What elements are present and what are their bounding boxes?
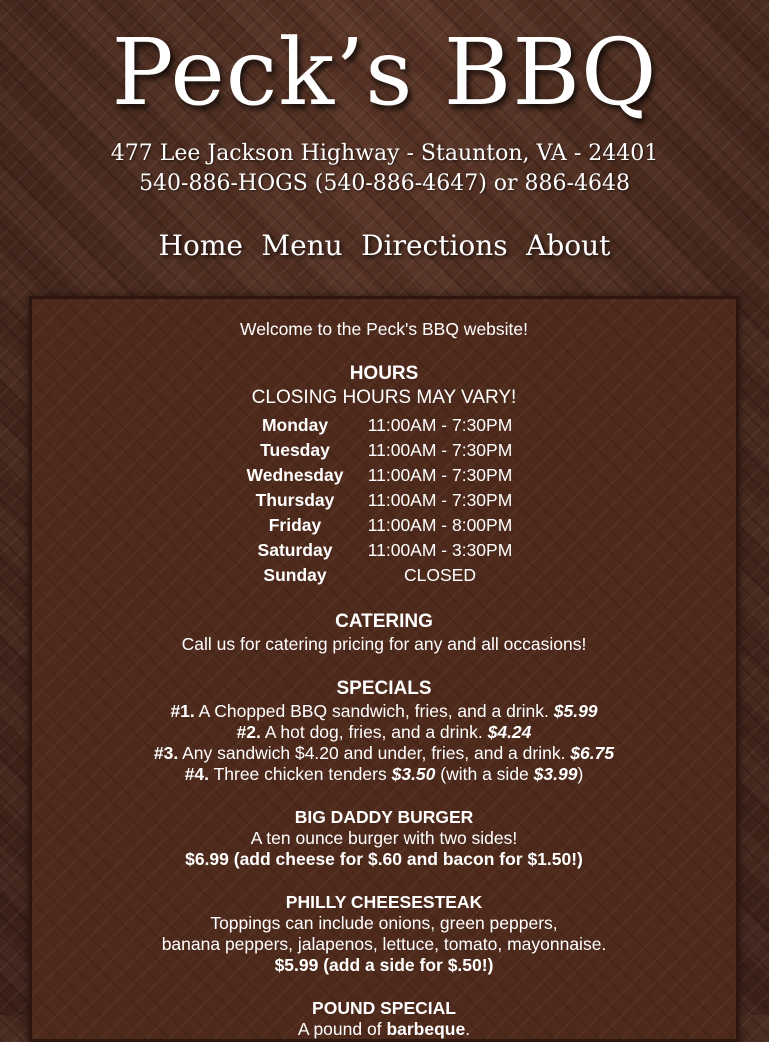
special-item [32,743,736,764]
hours-day: Tuesday [260,440,330,460]
content-panel [29,296,739,1042]
big-daddy-price: $6.99 (add cheese for $.60 and bacon for $1.50!) [185,849,583,869]
special-extra-price: $3.99 [533,764,578,784]
nav-about-link[interactable]: About [526,229,611,262]
special-price: $6.75 [570,743,615,763]
specials-section [32,677,736,785]
hours-row [239,463,529,488]
hours-row [239,413,529,438]
hours-day: Sunday [263,565,327,585]
hours-day: Wednesday [246,465,344,485]
catering-section [32,610,736,655]
hours-day: Monday [261,415,329,435]
hours-time: 11:00AM - 8:00PM [367,515,513,535]
specials-title: SPECIALS [336,678,432,699]
hours-row [239,513,529,538]
hours-time: 11:00AM - 7:30PM [367,465,513,485]
philly-title: PHILLY CHEESESTEAK [285,892,483,912]
hours-time: 11:00AM - 7:30PM [367,415,513,435]
special-number: #2. [236,722,261,742]
philly-section [32,892,736,976]
special-price: $3.50 [391,764,436,784]
site-title: Peck’s BBQ [111,19,658,126]
special-text: Three chicken tenders [213,764,387,784]
catering-title: CATERING [335,611,433,632]
special-number: #3. [153,743,179,763]
philly-price: $5.99 (add a side for $.50!) [274,955,494,975]
special-item [32,722,736,743]
hours-day: Thursday [255,490,335,510]
pound-desc [32,1019,736,1040]
hours-table [239,413,529,588]
phone-numbers: 540-886-HOGS (540-886-4647) or 886-4648 [139,171,630,196]
special-price: $5.99 [553,701,598,721]
nav-directions-link[interactable]: Directions [361,229,508,262]
hours-time: 11:00AM - 3:30PM [367,540,513,560]
hours-day: Friday [268,515,322,535]
address: 477 Lee Jackson Highway - Staunton, VA - 24401 [110,141,659,166]
philly-desc: Toppings can include onions, green peppers, [210,913,558,933]
barbeque-text: barbeque [386,1019,466,1039]
hours-time: 11:00AM - 7:30PM [367,440,513,460]
special-number: #1. [170,701,195,721]
hours-row [239,538,529,563]
hours-section [32,362,736,588]
special-item [32,764,736,785]
pound-title: POUND SPECIAL [312,998,456,1018]
special-price: $4.24 [487,722,532,742]
nav-menu-link[interactable]: Menu [261,229,343,262]
hours-row [239,563,529,588]
special-number: #4. [184,764,210,784]
hours-time: CLOSED [404,565,476,585]
philly-desc: banana peppers, jalapenos, lettuce, tomato, mayonnaise. [161,934,607,954]
hours-title: HOURS [349,363,419,384]
big-daddy-title: BIG DADDY BURGER [294,807,474,827]
special-text: A hot dog, fries, and a drink. [264,722,483,742]
nav-home-link[interactable]: Home [158,229,243,262]
special-text: A Chopped BBQ sandwich, fries, and a drink. [198,701,549,721]
special-text: Any sandwich $4.20 and under, fries, and a drink. [182,743,566,763]
catering-text: Call us for catering pricing for any and all occasions! [181,634,587,654]
big-daddy-desc: A ten ounce burger with two sides! [250,828,518,848]
hours-subtitle: CLOSING HOURS MAY VARY! [251,387,517,408]
special-item [32,701,736,722]
special-extra: (with a side [440,764,529,784]
main-nav [0,226,769,266]
big-daddy-section [32,807,736,870]
welcome-text: Welcome to the Peck's BBQ website! [240,319,528,339]
pound-section [32,998,736,1040]
hours-row [239,488,529,513]
hours-day: Saturday [257,540,333,560]
content [32,319,736,1040]
hours-time: 11:00AM - 7:30PM [367,490,513,510]
pound-desc-text: A pound of [297,1019,382,1039]
pound-desc-end: . [465,1019,471,1039]
hours-row [239,438,529,463]
special-extra-close: ) [577,764,584,784]
